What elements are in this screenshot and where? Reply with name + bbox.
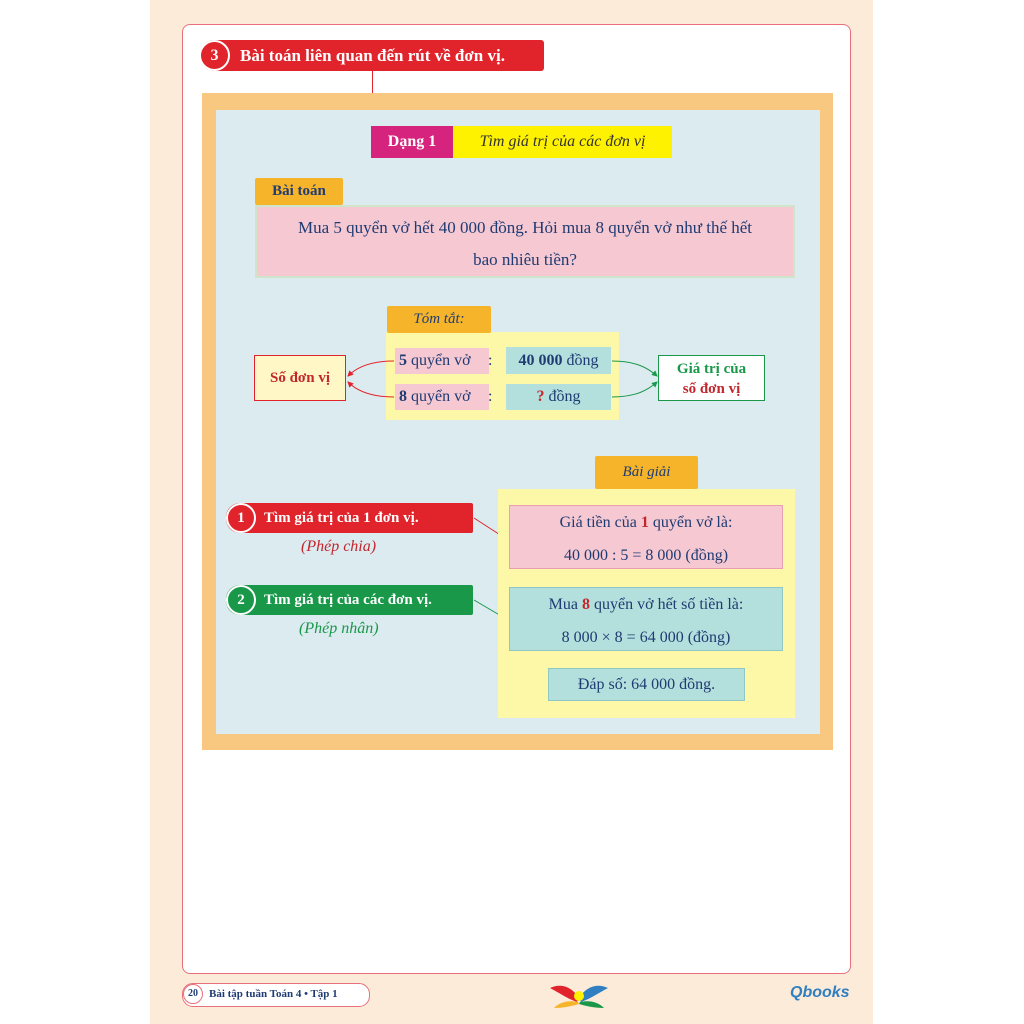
solution-box-1-pre: Giá tiền của — [559, 514, 641, 531]
step-1-label: Tìm giá trị của 1 đơn vị. — [264, 510, 419, 526]
step-1-banner — [226, 503, 473, 533]
arrow-row2-to-value — [612, 382, 657, 397]
step-1-number: 1 — [226, 503, 256, 533]
solution-box-2-line-1 — [510, 588, 782, 621]
problem-line-1: Mua 5 quyển vở hết 40 000 đồng. Hỏi mua 8 quyển vở như thế hết — [297, 218, 753, 237]
value-label-line-2: số đơn vị — [682, 381, 741, 397]
summary-row2-unit: quyển vở — [407, 388, 471, 405]
arrow-row1-to-units — [348, 361, 394, 376]
summary-row2-qty: 8 — [399, 388, 407, 405]
units-label-box: Số đơn vị — [254, 355, 346, 401]
solution-box-1-post: quyển vở là: — [648, 514, 733, 531]
step-1-operation: (Phép chia) — [301, 538, 377, 555]
footer-book-info — [182, 983, 370, 1007]
step-2-number: 2 — [226, 585, 256, 615]
summary-row2-value-unit: đồng — [544, 388, 581, 405]
solution-box-2-line-2: 8 000 × 8 = 64 000 (đồng) — [561, 629, 731, 646]
wings-logo — [548, 978, 610, 1014]
arrow-row2-to-units — [348, 382, 394, 397]
arrow-row1-to-value — [612, 361, 657, 376]
value-label-line-1: Giá trị của — [676, 361, 747, 377]
summary-row1-colon: : — [488, 352, 493, 369]
solution-box-1-line-2: 40 000 : 5 = 8 000 (đồng) — [563, 547, 729, 564]
answer-box: Đáp số: 64 000 đồng. — [548, 668, 745, 701]
summary-row2-colon: : — [488, 388, 493, 405]
solution-box-2-pre: Mua — [548, 596, 582, 613]
section-title-text: Bài toán liên quan đến rút về đơn vị. — [240, 46, 505, 65]
solution-box-2 — [509, 587, 783, 651]
problem-line-2: bao nhiêu tiền? — [473, 250, 577, 269]
dang-description: Tìm giá trị của các đơn vị — [453, 126, 672, 158]
summary-row2-value: ? — [536, 388, 545, 405]
page-number: 20 — [183, 984, 203, 1004]
step-2-operation: (Phép nhân) — [299, 620, 379, 637]
solution-box-1 — [509, 505, 783, 569]
book-title: Bài tập tuần Toán 4 • Tập 1 — [209, 988, 338, 1000]
brand-logo: Qbooks — [790, 984, 850, 1001]
dang-label: Dạng 1 — [371, 126, 453, 158]
step-2-label: Tìm giá trị của các đơn vị. — [264, 592, 432, 608]
solution-box-2-num: 8 — [582, 596, 590, 613]
solution-box-2-post: quyển vở hết số tiền là: — [590, 596, 744, 613]
summary-row1-value: 40 000 — [518, 352, 563, 369]
summary-tag: Tóm tắt: — [387, 306, 491, 333]
step-2-banner — [226, 585, 473, 615]
solution-box-1-num: 1 — [640, 514, 649, 531]
summary-row1-value-unit: đồng — [562, 352, 599, 369]
summary-row1-unit: quyển vở — [407, 352, 471, 369]
summary-row1-qty: 5 — [399, 352, 407, 369]
problem-tag: Bài toán — [255, 178, 343, 205]
section-number: 3 — [199, 40, 230, 71]
solution-box-1-line-1 — [510, 506, 782, 539]
solution-tag: Bài giải — [595, 456, 698, 489]
